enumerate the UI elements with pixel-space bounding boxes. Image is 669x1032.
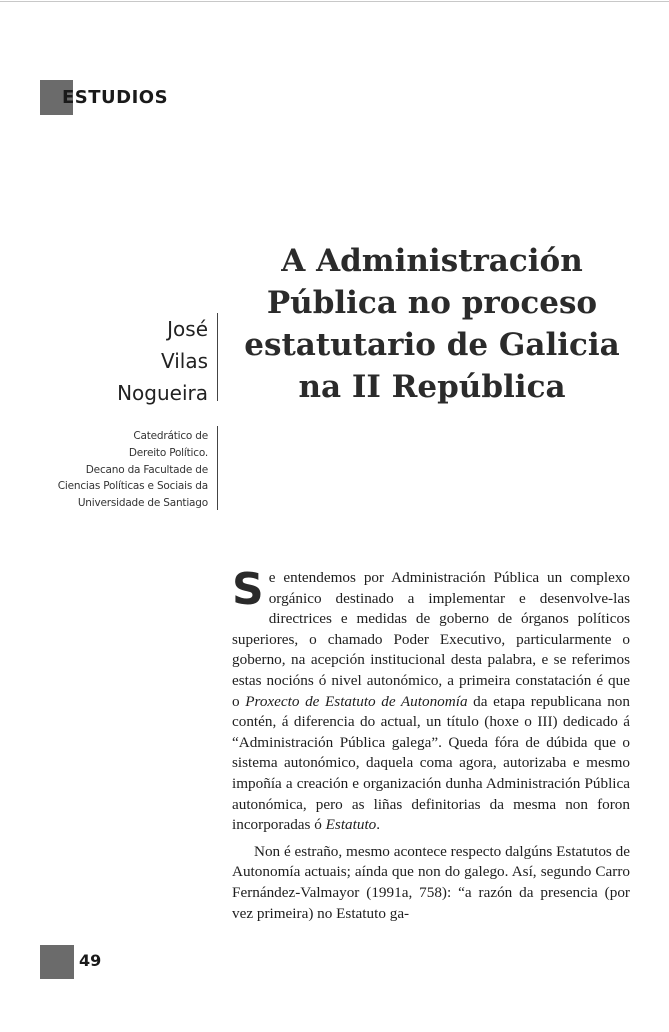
- body-paragraph: [232, 564, 630, 836]
- italic-title: Proxecto de Estatuto de Autonomía: [245, 692, 468, 710]
- title-line: A Administración: [281, 243, 583, 279]
- page-number: 49: [79, 951, 102, 970]
- author-line: Vilas: [160, 349, 208, 373]
- affiliation-line: Universidade de Santiago: [77, 497, 208, 510]
- title-line: na II República: [298, 369, 566, 405]
- title-line: Pública no proceso: [266, 285, 598, 321]
- affiliation-line: Dereito Político.: [128, 446, 208, 459]
- paragraph-text: .: [376, 816, 381, 834]
- body-paragraph: Non é estraño, mesmo acontece respecto dalgúns Estatutos de Autonomía actuais; aínda que non do galego. Así, segundo Carro Fernández-Valmayor (1991a, 758): “a razón da presencia (por vez primeira) no Estatuto ga-: [232, 842, 630, 922]
- paragraph-text: da etapa republicana non contén, á diferencia do actual, un título (hoxe o III) dedicado á “Administración Pública galega”. Queda fóra de dúbida que o sistema autonómico, daquela coma agora, autorizaba e mesmo impoñía a creación e organización dunha Administración Pública autonómica, pero as liñas definitorias da mesma non foron incorporadas ó: [232, 692, 630, 834]
- affiliation-line: Catedrático de: [133, 430, 208, 442]
- author-line: José: [167, 317, 208, 341]
- top-border-line: [0, 1, 669, 2]
- author-affiliation: [40, 428, 208, 512]
- affiliation-divider: [217, 426, 218, 510]
- section-initial: E: [62, 87, 75, 108]
- author-line: Nogueira: [117, 381, 208, 405]
- article-title: [232, 240, 632, 408]
- affiliation-line: Decano da Facultade de: [85, 463, 208, 476]
- article-body: [232, 564, 630, 924]
- title-line: estatutario de Galicia: [244, 327, 620, 363]
- section-heading: [62, 87, 168, 109]
- affiliation-line: Ciencias Políticas e Sociais da: [57, 480, 208, 493]
- author-divider: [217, 313, 218, 401]
- drop-cap: S: [232, 564, 264, 615]
- paragraph-text: e entendemos por Administración Pública un complexo orgánico destinado a implementar e desenvolve-las directrices e medidas de goberno de órganos políticos superiores, o chamado Poder Executivo, particularmente o goberno, na acepción institucional desta palabra, e se referimos estas nocións ó nivel autonómico, a primeira constatación é que o: [232, 569, 630, 710]
- author-name: [90, 313, 208, 409]
- page-number-block: [40, 945, 74, 979]
- italic-title: Estatuto: [325, 816, 377, 834]
- section-rest: STUDIOS: [74, 87, 169, 108]
